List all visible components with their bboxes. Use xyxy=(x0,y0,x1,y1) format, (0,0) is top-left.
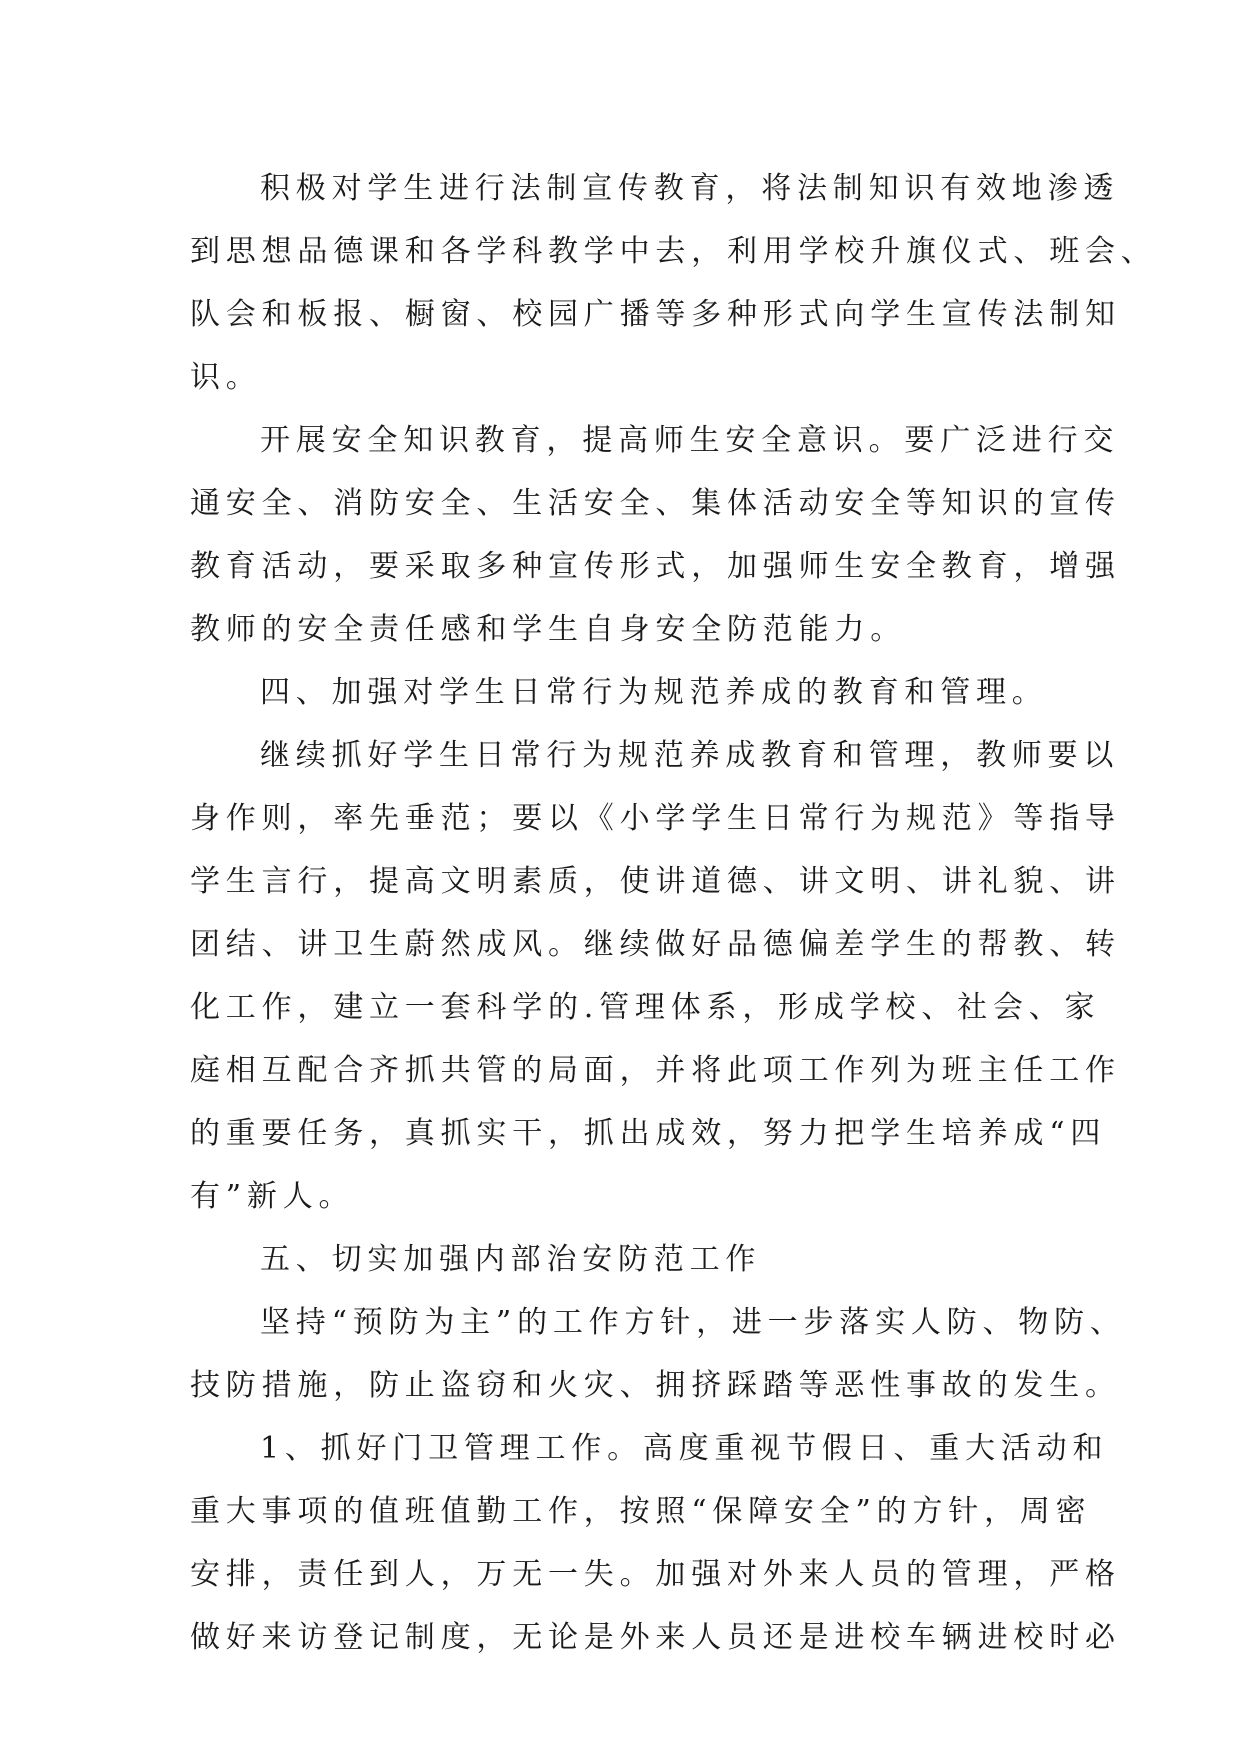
text-line: 庭相互配合齐抓共管的局面，并将此项工作列为班主任工作 xyxy=(190,1053,1121,1088)
text-line: 学生言行，提高文明素质，使讲道德、讲文明、讲礼貌、讲 xyxy=(190,864,1121,899)
text-line: 安排，责任到人，万无一失。加强对外来人员的管理，严格 xyxy=(190,1557,1121,1592)
text-line: 坚持“预防为主”的工作方针，进一步落实人防、物防、 xyxy=(260,1305,1126,1340)
text-line: 有”新人。 xyxy=(190,1179,355,1214)
text-line: 化工作，建立一套科学的.管理体系，形成学校、社会、家 xyxy=(190,990,1101,1025)
text-line: 继续抓好学生日常行为规范养成教育和管理，教师要以 xyxy=(260,738,1120,773)
text-line: 开展安全知识教育，提高师生安全意识。要广泛进行交 xyxy=(260,423,1120,458)
text-line: 到思想品德课和各学科教学中去，利用学校升旗仪式、班会、 xyxy=(190,234,1157,269)
text-line: 1、抓好门卫管理工作。高度重视节假日、重大活动和 xyxy=(260,1431,1109,1466)
text-line: 教师的安全责任感和学生自身安全防范能力。 xyxy=(190,612,906,647)
text-line: 识。 xyxy=(190,360,262,395)
text-line: 的重要任务，真抓实干，抓出成效，努力把学生培养成“四 xyxy=(190,1116,1107,1151)
body-text xyxy=(190,157,1157,1669)
text-line: 做好来访登记制度，无论是外来人员还是进校车辆进校时必 xyxy=(190,1620,1121,1655)
text-line: 团结、讲卫生蔚然成风。继续做好品德偏差学生的帮教、转 xyxy=(190,927,1121,962)
text-line: 身作则，率先垂范；要以《小学学生日常行为规范》等指导 xyxy=(190,801,1121,836)
section-heading: 四、加强对学生日常行为规范养成的教育和管理。 xyxy=(260,675,1048,710)
text-line: 队会和板报、橱窗、校园广播等多种形式向学生宣传法制知 xyxy=(190,297,1121,332)
text-line: 教育活动，要采取多种宣传形式，加强师生安全教育，增强 xyxy=(190,549,1121,584)
section-heading: 五、切实加强内部治安防范工作 xyxy=(260,1242,762,1277)
text-line: 通安全、消防安全、生活安全、集体活动安全等知识的宣传 xyxy=(190,486,1121,521)
text-line: 重大事项的值班值勤工作，按照“保障安全”的方针，周密 xyxy=(190,1494,1092,1529)
text-line: 积极对学生进行法制宣传教育，将法制知识有效地渗透 xyxy=(260,171,1120,206)
text-line: 技防措施，防止盗窃和火灾、拥挤踩踏等恶性事故的发生。 xyxy=(190,1368,1121,1403)
